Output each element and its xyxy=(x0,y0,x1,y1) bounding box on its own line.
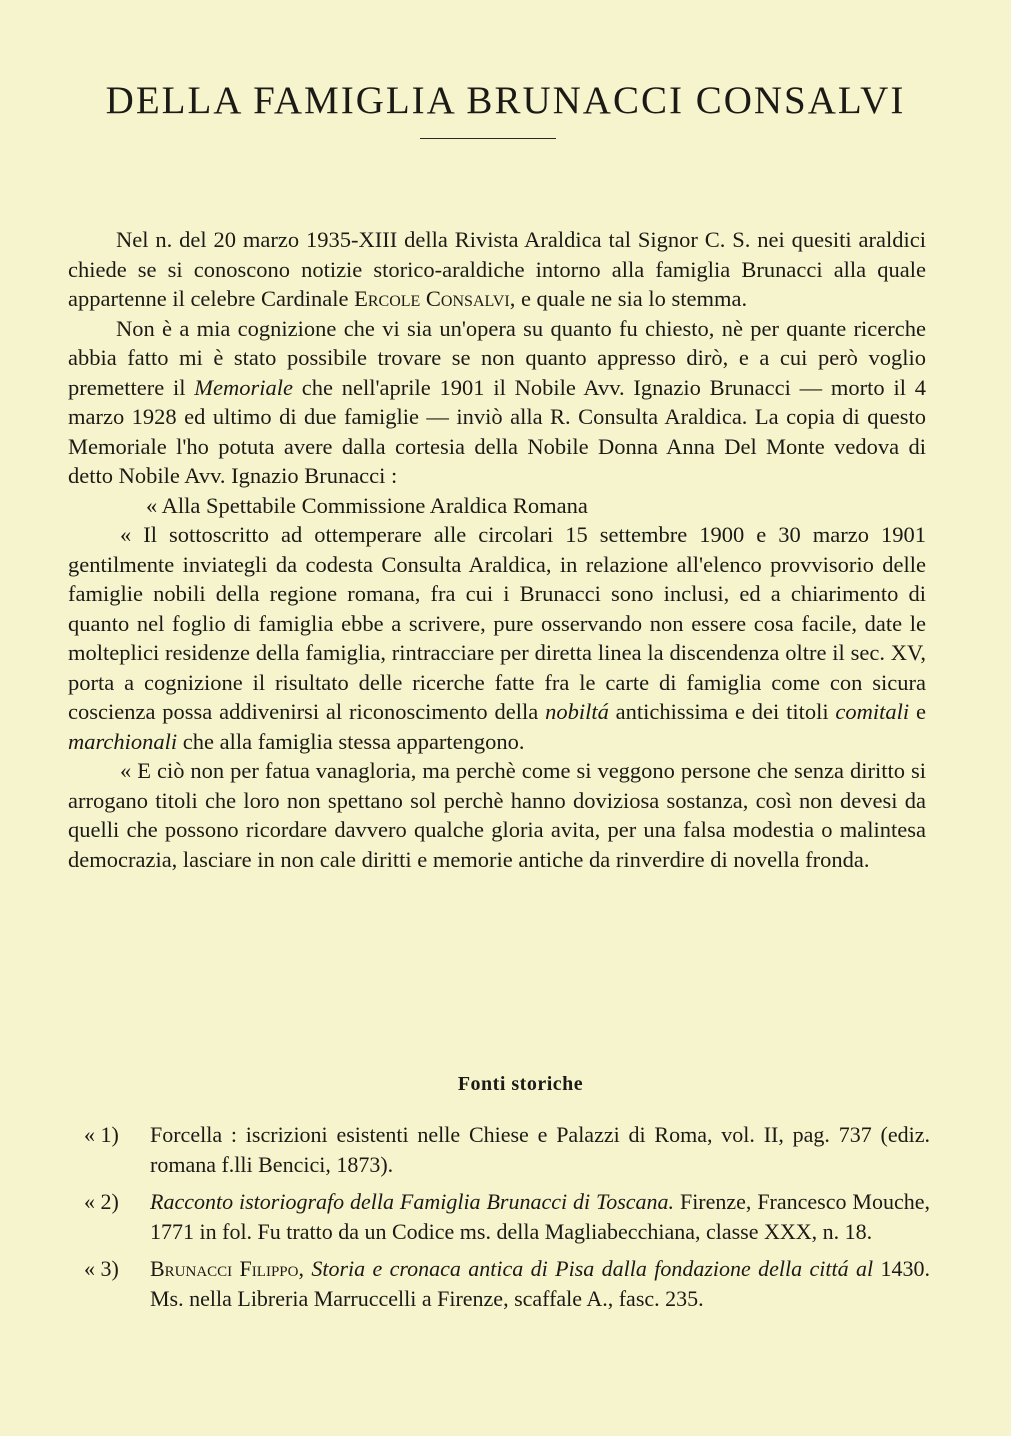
source-separator: , xyxy=(298,1256,312,1281)
page-title: DELLA FAMIGLIA BRUNACCI CONSALVI xyxy=(105,79,906,122)
quote-1-text-4: che alla famiglia stessa appartengono. xyxy=(177,728,525,754)
source-number: « 1) xyxy=(84,1122,119,1147)
sources-list xyxy=(84,1120,930,1321)
quote-1-text: « Il sottoscritto ad ottemperare alle circolari 15 settembre 1900 e 30 marzo 1901 gentilmente inviategli da codesta Consulta Araldica, in relazione all'elenco provvisorio delle famiglie nobili della regione romana, fra cui i Brunacci sono inclusi, ed a chiarimento di quanto nel foglio di famiglia ebbe a scrivere, pure osservando non essere cosa facile, date le molteplici residenze della famiglia, rintracciare per diretta linea la discendenza oltre il sec. XV, porta a cognizione il risultato delle ricerche fatte fra le carte di famiglia come con sicura coscienza possa addivenirsi al riconoscimento della xyxy=(68,522,926,724)
source-text: 1430. Ms. nella Libreria Marruccelli a Firenze, scaffale A., fasc. 235. xyxy=(150,1256,930,1311)
paragraph-2 xyxy=(68,314,926,491)
source-number: « 3) xyxy=(84,1256,119,1281)
memoriale-term: Memoriale xyxy=(194,374,293,400)
source-number: « 2) xyxy=(84,1189,119,1214)
quote-1-marchionali: marchionali xyxy=(68,728,178,754)
article-body xyxy=(68,225,926,874)
paragraph-2-end: che nell'aprile 1901 il Nobile Avv. Ignazio Brunacci — morto il 4 marzo 1928 ed ultimo di due famiglie — inviò alla R. Consulta Araldica. La copia di questo Memoriale l'ho potuta avere dalla cortesia della Nobile Donna Anna Del Monte vedova di detto Nobile Avv. Ignazio Brunacci : xyxy=(68,374,926,488)
quote-paragraph-1 xyxy=(68,520,926,756)
source-item-1 xyxy=(84,1120,930,1180)
sources-heading: Fonti storiche xyxy=(457,1073,584,1095)
paragraph-1-text: Nel n. del 20 marzo 1935-XIII della Rivista Araldica tal Signor C. S. nei quesiti araldici chiede se si conoscono notizie storico-araldiche intorno alla famiglia Brunacci alla quale appartenne il celebre Cardinale xyxy=(68,227,926,311)
quote-1-text-2: antichissima e dei titoli xyxy=(608,699,836,724)
cardinal-name: Ercole Consalvi xyxy=(354,286,510,311)
title-divider xyxy=(420,138,556,139)
source-item-2 xyxy=(84,1187,930,1247)
paragraph-2-text: Non è a mia cognizione che vi sia un'opera su quanto fu chiesto, nè per quante ricerche abbia fatto mi è stato possibile trovare se non quanto appresso dirò, e a cui però voglio premettere il xyxy=(68,315,926,400)
source-text: Firenze, Francesco Mouche, 1771 in fol. Fu tratto da un Codice ms. della Magliabecchiana, classe XXX, n. 18. xyxy=(150,1189,930,1244)
paragraph-1 xyxy=(68,225,926,314)
source-title: Racconto istoriografo della Famiglia Brunacci di Toscana. xyxy=(150,1189,675,1214)
source-text: Forcella : iscrizioni esistenti nelle Chiese e Palazzi di Roma, vol. II, pag. 737 (ediz. romana f.lli Bencici, 1873). xyxy=(150,1122,930,1177)
source-title: Storia e cronaca antica di Pisa dalla fondazione della cittá al xyxy=(311,1256,874,1281)
quote-paragraph-2: « E ciò non per fatua vanagloria, ma perchè come si veggono persone che senza diritto si arrogano titoli che loro non spettano sol perchè hanno doviziosa sostanza, così non devesi da quelli che possono ricordare davvero qualche gloria avita, per una falsa modestia o malintesa democrazia, lasciare in non cale diritti e memorie antiche da rinverdire di novella fronda. xyxy=(68,758,926,872)
source-author: Brunacci Filippo xyxy=(150,1256,299,1281)
quote-1-text-3: e xyxy=(909,699,926,724)
quote-heading: « Alla Spettabile Commissione Araldica Romana xyxy=(146,492,588,518)
quote-1-nobilta: nobiltá xyxy=(545,699,609,724)
source-item-3 xyxy=(84,1254,930,1314)
paragraph-1-end: , e quale ne sia lo stemma. xyxy=(509,286,748,311)
quote-1-comitali: comitali xyxy=(835,699,910,724)
